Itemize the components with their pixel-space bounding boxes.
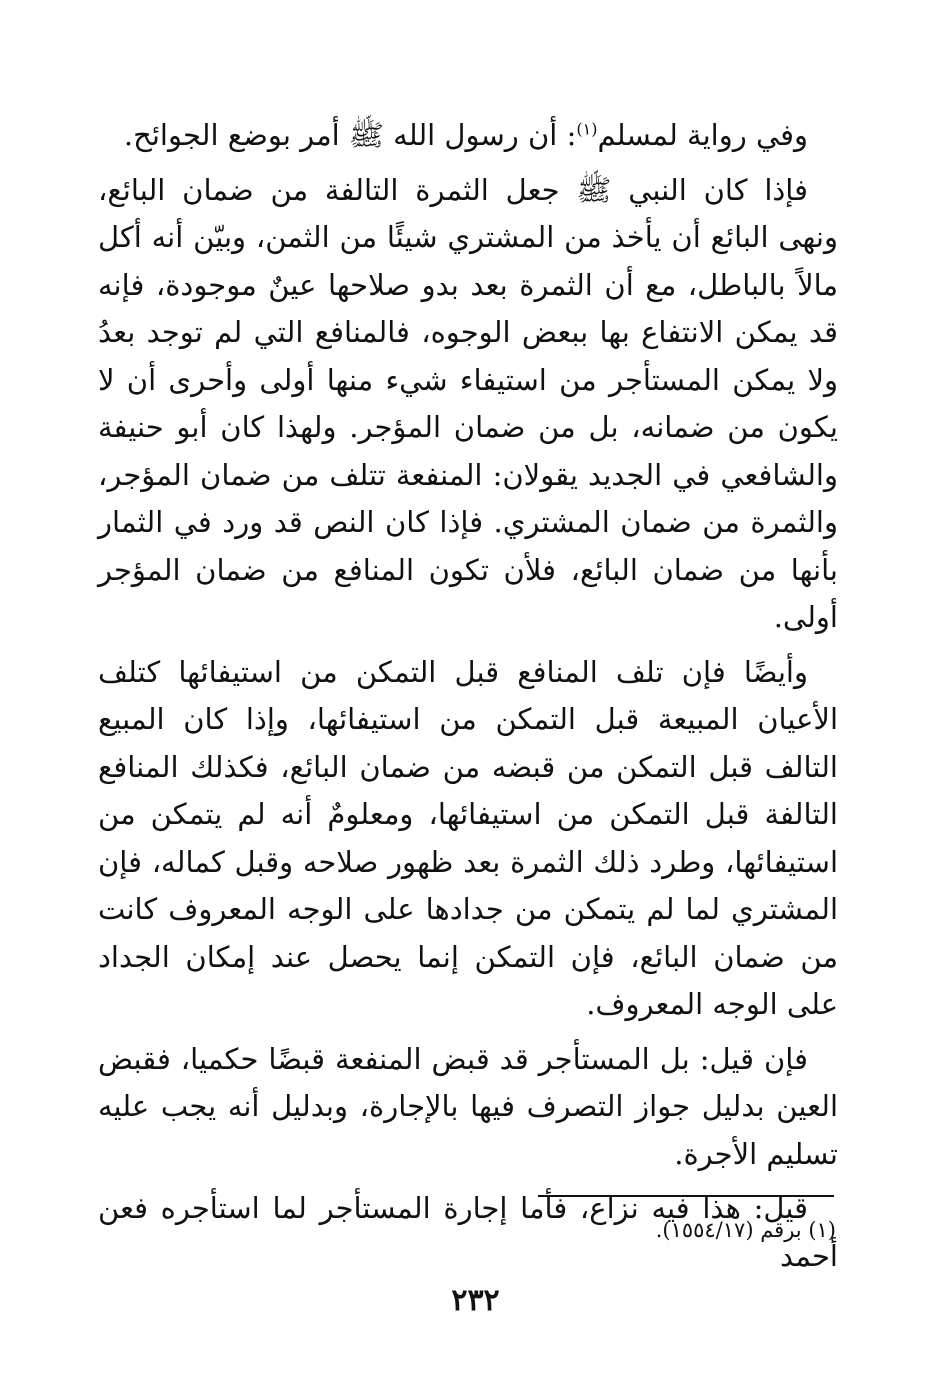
paragraph-1-end: : أن رسول الله ﷺ أمر بوضع الجوائح. (123, 118, 577, 152)
body-text (98, 112, 838, 1287)
paragraph-2: فإذا كان النبي ﷺ جعل الثمرة التالفة من ضمان البائع، ونهى البائع أن يأخذ من المشتري شيئًا من الثمن، وبيّن أنه أكل مالاً بالباطل، مع أن الثمرة بعد بدو صلاحها عينٌ موجودة، فإنه قد يمكن الانتفاع بها ببعض الوجوه، فالمنافع التي لم توجد بعدُ ولا يمكن المستأجر من استيفاء شيء منها أولى وأحرى أن لا يكون من ضمانه، بل من ضمان المؤجر. ولهذا كان أبو حنيفة والشافعي في الجديد يقولان: المنفعة تتلف من ضمان المؤجر، والثمرة من ضمان المشتري. فإذا كان النص قد ورد في الثمار بأنها من ضمان البائع، فلأن تكون المنافع من ضمان المؤجر أولى. (98, 172, 838, 634)
paragraph-5: قيل: هذا فيه نزاع، فأما إجارة المستأجر لما استأجره فعن أحمد (98, 1191, 838, 1273)
page-number: ٢٣٢ (451, 1283, 500, 1318)
footnote-marker: (١) (576, 119, 598, 139)
footnote-divider (538, 1195, 834, 1197)
paragraph-1 (98, 112, 838, 160)
paragraph-4: فإن قيل: بل المستأجر قد قبض المنفعة قبضًا حكميا، فقبض العين بدليل جواز التصرف فيها بالإجارة، وبدليل أنه يجب عليه تسليم الأجرة. (98, 1041, 838, 1171)
paragraph-1-start: وفي رواية لمسلم (597, 118, 808, 152)
paragraph-3: وأيضًا فإن تلف المنافع قبل التمكن من استيفائها كتلف الأعيان المبيعة قبل التمكن من استيفائها، وإذا كان المبيع التالف قبل التمكن من قبضه من ضمان البائع، فكذلك المنافع التالفة قبل التمكن من استيفائها، ومعلومٌ أنه لم يتمكن من استيفائها، وطرد ذلك الثمرة بعد ظهور صلاحه وقبل كماله، فإن المشتري لما لم يتمكن من جدادها على الوجه المعروف كانت من ضمان البائع، فإن التمكن إنما يحصل عند إمكان الجداد على الوجه المعروف. (98, 654, 838, 1021)
footnote: (١) برقم (١٥٥٤/١٧). (655, 1218, 836, 1242)
